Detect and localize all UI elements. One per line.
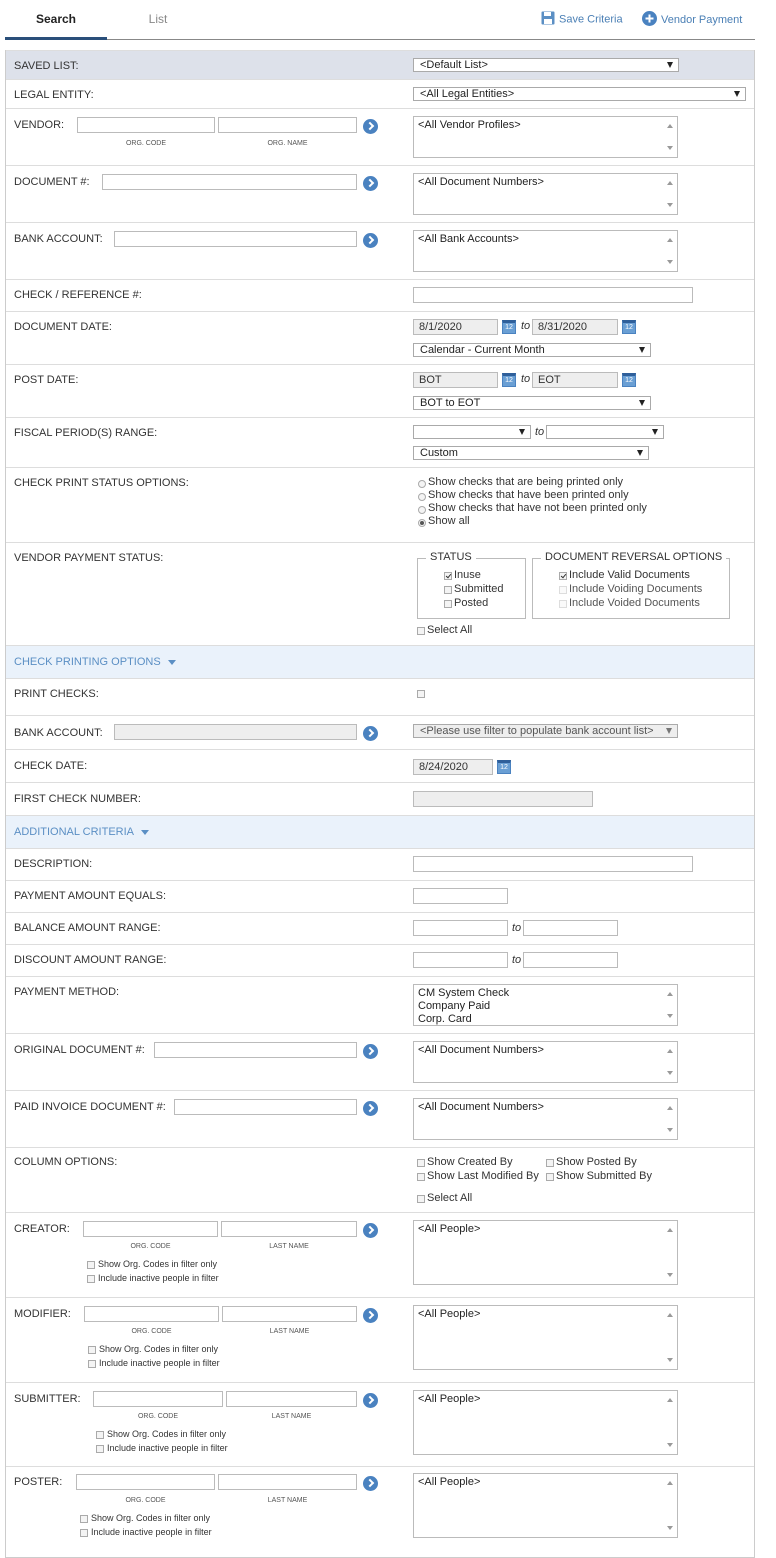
calendar-icon[interactable] <box>622 373 636 387</box>
fiscal-period-label: FISCAL PERIOD(S) RANGE: <box>14 427 158 439</box>
document-date-range-select[interactable] <box>413 343 651 357</box>
creator-last-name-input[interactable] <box>221 1221 357 1237</box>
print-checks-row <box>6 678 754 715</box>
submitter-row <box>6 1382 754 1466</box>
document-date-to-value: 8/31/2020 <box>538 321 587 333</box>
include-inactive-label: Include inactive people in filter <box>99 1358 220 1368</box>
modifier-list-item[interactable]: <All People> <box>418 1308 481 1320</box>
show-posted-by-checkbox[interactable] <box>546 1159 554 1167</box>
calendar-icon-number: 12 <box>505 377 513 384</box>
scrollbar[interactable] <box>663 1391 677 1454</box>
vendor-org-code-input[interactable] <box>77 117 215 133</box>
select-all-label: Select All <box>427 1192 473 1204</box>
document-filter-go-icon[interactable] <box>363 176 378 191</box>
submitter-label: SUBMITTER: <box>14 1393 81 1405</box>
status-fieldset <box>417 551 526 619</box>
poster-list-item[interactable]: <All People> <box>418 1476 481 1488</box>
original-document-row <box>6 1033 754 1090</box>
include-inactive-label: Include inactive people in filter <box>91 1527 212 1537</box>
status-select-all-checkbox[interactable] <box>417 627 425 635</box>
calendar-icon[interactable] <box>502 320 516 334</box>
submitter-include-inactive-checkbox[interactable] <box>96 1445 104 1453</box>
last-name-sublabel: LAST NAME <box>271 1413 312 1420</box>
saved-list-select[interactable] <box>413 58 679 72</box>
print-bank-account-value: <Please use filter to populate bank account list> <box>420 725 654 737</box>
org-code-sublabel: ORG. CODE <box>125 140 167 147</box>
check-printing-options-title: CHECK PRINTING OPTIONS <box>14 656 161 668</box>
legal-entity-row <box>6 79 754 108</box>
poster-row <box>6 1466 754 1557</box>
status-option-label: Submitted <box>454 583 504 595</box>
first-check-number-row <box>6 782 754 815</box>
description-input[interactable] <box>413 856 693 872</box>
show-created-by-checkbox[interactable] <box>417 1159 425 1167</box>
document-date-range-value: Calendar - Current Month <box>420 344 545 356</box>
bank-account-list-item[interactable]: <All Bank Accounts> <box>418 233 519 245</box>
vendor-payment-button[interactable] <box>642 11 742 29</box>
scrollbar[interactable] <box>663 1042 677 1082</box>
description-label: DESCRIPTION: <box>14 858 93 870</box>
caret-down-icon <box>168 660 176 665</box>
legal-entity-label: LEGAL ENTITY: <box>14 89 94 101</box>
show-org-codes-label: Show Org. Codes in filter only <box>99 1344 219 1354</box>
print-bank-account-row <box>6 715 754 749</box>
creator-label: CREATOR: <box>14 1223 70 1235</box>
show-org-codes-label: Show Org. Codes in filter only <box>107 1429 227 1439</box>
vendor-list[interactable] <box>413 116 678 158</box>
poster-go-icon[interactable] <box>363 1476 378 1491</box>
payment-amount-label: PAYMENT AMOUNT EQUALS: <box>14 890 166 902</box>
show-submitted-by-checkbox[interactable] <box>546 1173 554 1181</box>
reversal-voided-checkbox[interactable] <box>559 600 567 608</box>
balance-amount-to-input[interactable] <box>523 920 618 936</box>
column-option-label: Show Created By <box>427 1156 513 1168</box>
check-printing-options-header[interactable] <box>14 656 176 668</box>
payment-amount-row <box>6 880 754 912</box>
check-reference-row <box>6 279 754 311</box>
poster-include-inactive-checkbox[interactable] <box>80 1529 88 1537</box>
show-org-codes-label: Show Org. Codes in filter only <box>98 1259 218 1269</box>
last-name-sublabel: LAST NAME <box>269 1328 310 1335</box>
scrollbar[interactable] <box>663 117 677 157</box>
balance-amount-from-input[interactable] <box>413 920 508 936</box>
check-printing-options-section[interactable] <box>6 645 754 678</box>
plus-circle-icon <box>642 11 657 29</box>
vendor-payment-status-label: VENDOR PAYMENT STATUS: <box>14 552 164 564</box>
print-checks-checkbox[interactable] <box>417 690 425 698</box>
payment-method-label: PAYMENT METHOD: <box>14 986 120 998</box>
document-reversal-fieldset <box>532 551 730 619</box>
org-code-sublabel: ORG. CODE <box>125 1497 166 1504</box>
document-number-label: DOCUMENT #: <box>14 176 90 188</box>
payment-method-item[interactable]: CM System Check <box>418 987 510 999</box>
modifier-include-inactive-checkbox[interactable] <box>88 1360 96 1368</box>
bank-account-label: BANK ACCOUNT: <box>14 233 103 245</box>
submitter-last-name-input[interactable] <box>226 1391 357 1407</box>
check-print-status-row <box>6 467 754 542</box>
include-inactive-label: Include inactive people in filter <box>107 1443 228 1453</box>
creator-org-code-input[interactable] <box>83 1221 218 1237</box>
fiscal-range-value: Custom <box>420 447 458 459</box>
reversal-option-label: Include Valid Documents <box>569 569 690 581</box>
document-date-to-input[interactable] <box>532 319 618 335</box>
check-print-status-label: CHECK PRINT STATUS OPTIONS: <box>14 477 189 489</box>
post-date-range-select[interactable] <box>413 396 651 410</box>
poster-label: POSTER: <box>14 1476 63 1488</box>
document-list-item[interactable]: <All Document Numbers> <box>418 176 544 188</box>
bank-filter-go-icon[interactable] <box>363 233 378 248</box>
calendar-icon[interactable] <box>497 760 511 774</box>
modifier-row <box>6 1297 754 1382</box>
print-status-option-label: Show checks that have been printed only <box>428 489 629 501</box>
post-date-to-value: EOT <box>538 374 561 386</box>
document-date-label: DOCUMENT DATE: <box>14 321 112 333</box>
creator-include-inactive-checkbox[interactable] <box>87 1275 95 1283</box>
document-date-row <box>6 311 754 364</box>
print-bank-account-select[interactable] <box>413 724 678 738</box>
legal-entity-value: <All Legal Entities> <box>420 88 515 100</box>
poster-org-code-input[interactable] <box>76 1474 215 1490</box>
original-document-input[interactable] <box>154 1042 357 1058</box>
submitter-list-item[interactable]: <All People> <box>418 1393 481 1405</box>
creator-go-icon[interactable] <box>363 1223 378 1238</box>
floppy-disk-icon <box>541 11 555 28</box>
column-option-label: Show Posted By <box>556 1156 637 1168</box>
document-date-from-value: 8/1/2020 <box>419 321 462 333</box>
original-document-label: ORIGINAL DOCUMENT #: <box>14 1044 145 1056</box>
save-criteria-label: Save Criteria <box>559 13 623 26</box>
select-all-label: Select All <box>427 624 473 636</box>
print-bank-go-icon[interactable] <box>363 726 378 741</box>
discount-amount-to-input[interactable] <box>523 952 618 968</box>
modifier-list[interactable] <box>413 1305 678 1370</box>
scrollbar[interactable] <box>663 231 677 271</box>
vendor-list-item[interactable]: <All Vendor Profiles> <box>418 119 521 131</box>
original-document-list-item[interactable]: <All Document Numbers> <box>418 1044 544 1056</box>
vendor-label: VENDOR: <box>14 119 65 131</box>
submitter-org-code-input[interactable] <box>93 1391 223 1407</box>
bank-account-list[interactable] <box>413 230 678 272</box>
reversal-option-label: Include Voiding Documents <box>569 583 703 595</box>
status-posted-checkbox[interactable] <box>444 600 452 608</box>
search-form <box>5 50 755 1558</box>
additional-criteria-header[interactable] <box>14 826 149 838</box>
modifier-last-name-input[interactable] <box>222 1306 357 1322</box>
balance-amount-row <box>6 912 754 944</box>
scrollbar[interactable] <box>663 1474 677 1537</box>
discount-amount-row <box>6 944 754 976</box>
check-date-row <box>6 749 754 782</box>
reversal-option-label: Include Voided Documents <box>569 597 700 609</box>
post-date-row <box>6 364 754 417</box>
scrollbar[interactable] <box>663 1306 677 1369</box>
first-check-number-input[interactable] <box>413 791 593 807</box>
payment-method-item[interactable]: Company Paid <box>418 1000 491 1012</box>
vendor-payment-status-row <box>6 542 754 645</box>
org-code-sublabel: ORG. CODE <box>137 1413 179 1420</box>
bank-account-input[interactable] <box>114 231 357 247</box>
creator-list-item[interactable]: <All People> <box>418 1223 481 1235</box>
to-label: to <box>521 373 531 385</box>
tab-search[interactable]: Search <box>5 0 107 40</box>
print-status-option-label: Show checks that have not been printed only <box>428 502 647 514</box>
paid-invoice-list[interactable] <box>413 1098 678 1140</box>
document-number-row <box>6 165 754 222</box>
last-name-sublabel: LAST NAME <box>267 1497 308 1504</box>
document-list[interactable] <box>413 173 678 215</box>
to-label: to <box>535 426 545 438</box>
column-option-label: Show Last Modified By <box>427 1170 539 1182</box>
to-label: to <box>512 954 522 966</box>
print-bank-account-label: BANK ACCOUNT: <box>14 727 103 739</box>
status-option-label: Posted <box>454 597 489 609</box>
print-status-option-label: Show all <box>428 515 470 527</box>
print-status-radio-3[interactable] <box>418 519 426 527</box>
show-last-modified-by-checkbox[interactable] <box>417 1173 425 1181</box>
saved-list-value: <Default List> <box>420 59 488 71</box>
vendor-payment-label: Vendor Payment <box>661 13 743 26</box>
original-document-go-icon[interactable] <box>363 1044 378 1059</box>
check-reference-input[interactable] <box>413 287 693 303</box>
post-date-label: POST DATE: <box>14 374 79 386</box>
post-date-from-input[interactable] <box>413 372 498 388</box>
document-number-input[interactable] <box>102 174 357 190</box>
modifier-org-code-input[interactable] <box>84 1306 219 1322</box>
reversal-valid-checkbox[interactable] <box>559 572 567 580</box>
calendar-icon[interactable] <box>502 373 516 387</box>
modifier-show-org-codes-checkbox[interactable] <box>88 1346 96 1354</box>
scrollbar[interactable] <box>663 1221 677 1284</box>
poster-last-name-input[interactable] <box>218 1474 357 1490</box>
submitter-go-icon[interactable] <box>363 1393 378 1408</box>
check-date-value: 8/24/2020 <box>419 761 468 773</box>
paid-invoice-list-item[interactable]: <All Document Numbers> <box>418 1101 544 1113</box>
check-date-label: CHECK DATE: <box>14 760 88 772</box>
poster-show-org-codes-checkbox[interactable] <box>80 1515 88 1523</box>
status-option-label: Inuse <box>454 569 481 581</box>
org-name-sublabel: ORG. NAME <box>267 140 308 147</box>
status-legend: STATUS <box>426 551 476 563</box>
scrollbar[interactable] <box>663 174 677 214</box>
calendar-icon-number: 12 <box>500 764 508 771</box>
column-options-label: COLUMN OPTIONS: <box>14 1156 118 1168</box>
legal-entity-select[interactable] <box>413 87 746 101</box>
vendor-filter-go-icon[interactable] <box>363 119 378 134</box>
original-document-list[interactable] <box>413 1041 678 1083</box>
print-bank-account-input[interactable] <box>114 724 357 740</box>
saved-list-label: SAVED LIST: <box>14 60 79 72</box>
to-label: to <box>512 922 522 934</box>
paid-invoice-input[interactable] <box>174 1099 357 1115</box>
reversal-voiding-checkbox[interactable] <box>559 586 567 594</box>
creator-show-org-codes-checkbox[interactable] <box>87 1261 95 1269</box>
additional-criteria-section[interactable] <box>6 815 754 848</box>
column-option-label: Show Submitted By <box>556 1170 652 1182</box>
scrollbar[interactable] <box>663 985 677 1025</box>
first-check-number-label: FIRST CHECK NUMBER: <box>14 793 141 805</box>
check-reference-label: CHECK / REFERENCE #: <box>14 289 142 301</box>
org-code-sublabel: ORG. CODE <box>130 1243 171 1250</box>
fiscal-range-select[interactable] <box>413 446 649 460</box>
payment-amount-input[interactable] <box>413 888 508 904</box>
calendar-icon[interactable] <box>622 320 636 334</box>
vendor-org-name-input[interactable] <box>218 117 357 133</box>
status-submitted-checkbox[interactable] <box>444 586 452 594</box>
print-status-option-label: Show checks that are being printed only <box>428 476 624 488</box>
calendar-icon-number: 12 <box>625 377 633 384</box>
document-date-from-input[interactable] <box>413 319 498 335</box>
org-code-sublabel: ORG. CODE <box>131 1328 172 1335</box>
status-inuse-checkbox[interactable] <box>444 572 452 580</box>
fiscal-period-row <box>6 417 754 467</box>
description-row <box>6 848 754 880</box>
payment-method-row <box>6 976 754 1033</box>
print-status-radio-1[interactable] <box>418 493 426 501</box>
paid-invoice-go-icon[interactable] <box>363 1101 378 1116</box>
tab-list[interactable]: List <box>148 12 168 26</box>
print-status-radio-2[interactable] <box>418 506 426 514</box>
print-checks-label: PRINT CHECKS: <box>14 688 99 700</box>
payment-method-list[interactable] <box>413 984 678 1026</box>
scrollbar[interactable] <box>663 1099 677 1139</box>
document-reversal-legend: DOCUMENT REVERSAL OPTIONS <box>541 551 726 563</box>
include-inactive-label: Include inactive people in filter <box>98 1273 219 1283</box>
column-options-row <box>6 1147 754 1212</box>
submitter-list[interactable] <box>413 1390 678 1455</box>
discount-amount-from-input[interactable] <box>413 952 508 968</box>
creator-row <box>6 1212 754 1297</box>
creator-list[interactable] <box>413 1220 678 1285</box>
submitter-show-org-codes-checkbox[interactable] <box>96 1431 104 1439</box>
save-criteria-button[interactable] <box>541 11 623 28</box>
caret-down-icon <box>141 830 149 835</box>
payment-method-item[interactable]: Corp. Card <box>418 1013 472 1025</box>
to-label: to <box>521 320 531 332</box>
saved-list-row <box>6 50 754 79</box>
calendar-icon-number: 12 <box>625 324 633 331</box>
additional-criteria-title: ADDITIONAL CRITERIA <box>14 826 134 838</box>
post-date-range-value: BOT to EOT <box>420 397 481 409</box>
fiscal-period-to-select[interactable] <box>546 425 664 439</box>
check-date-input[interactable] <box>413 759 493 775</box>
discount-amount-label: DISCOUNT AMOUNT RANGE: <box>14 954 167 966</box>
bank-account-row <box>6 222 754 279</box>
paid-invoice-row <box>6 1090 754 1147</box>
show-org-codes-label: Show Org. Codes in filter only <box>91 1513 211 1523</box>
post-date-to-input[interactable] <box>532 372 618 388</box>
print-status-radio-0[interactable] <box>418 480 426 488</box>
modifier-go-icon[interactable] <box>363 1308 378 1323</box>
vendor-row <box>6 108 754 165</box>
last-name-sublabel: LAST NAME <box>269 1243 309 1250</box>
calendar-icon-number: 12 <box>505 324 513 331</box>
balance-amount-label: BALANCE AMOUNT RANGE: <box>14 922 161 934</box>
poster-list[interactable] <box>413 1473 678 1538</box>
paid-invoice-label: PAID INVOICE DOCUMENT #: <box>14 1101 166 1113</box>
fiscal-period-from-select[interactable] <box>413 425 531 439</box>
column-select-all-checkbox[interactable] <box>417 1195 425 1203</box>
modifier-label: MODIFIER: <box>14 1308 71 1320</box>
post-date-from-value: BOT <box>419 374 442 386</box>
